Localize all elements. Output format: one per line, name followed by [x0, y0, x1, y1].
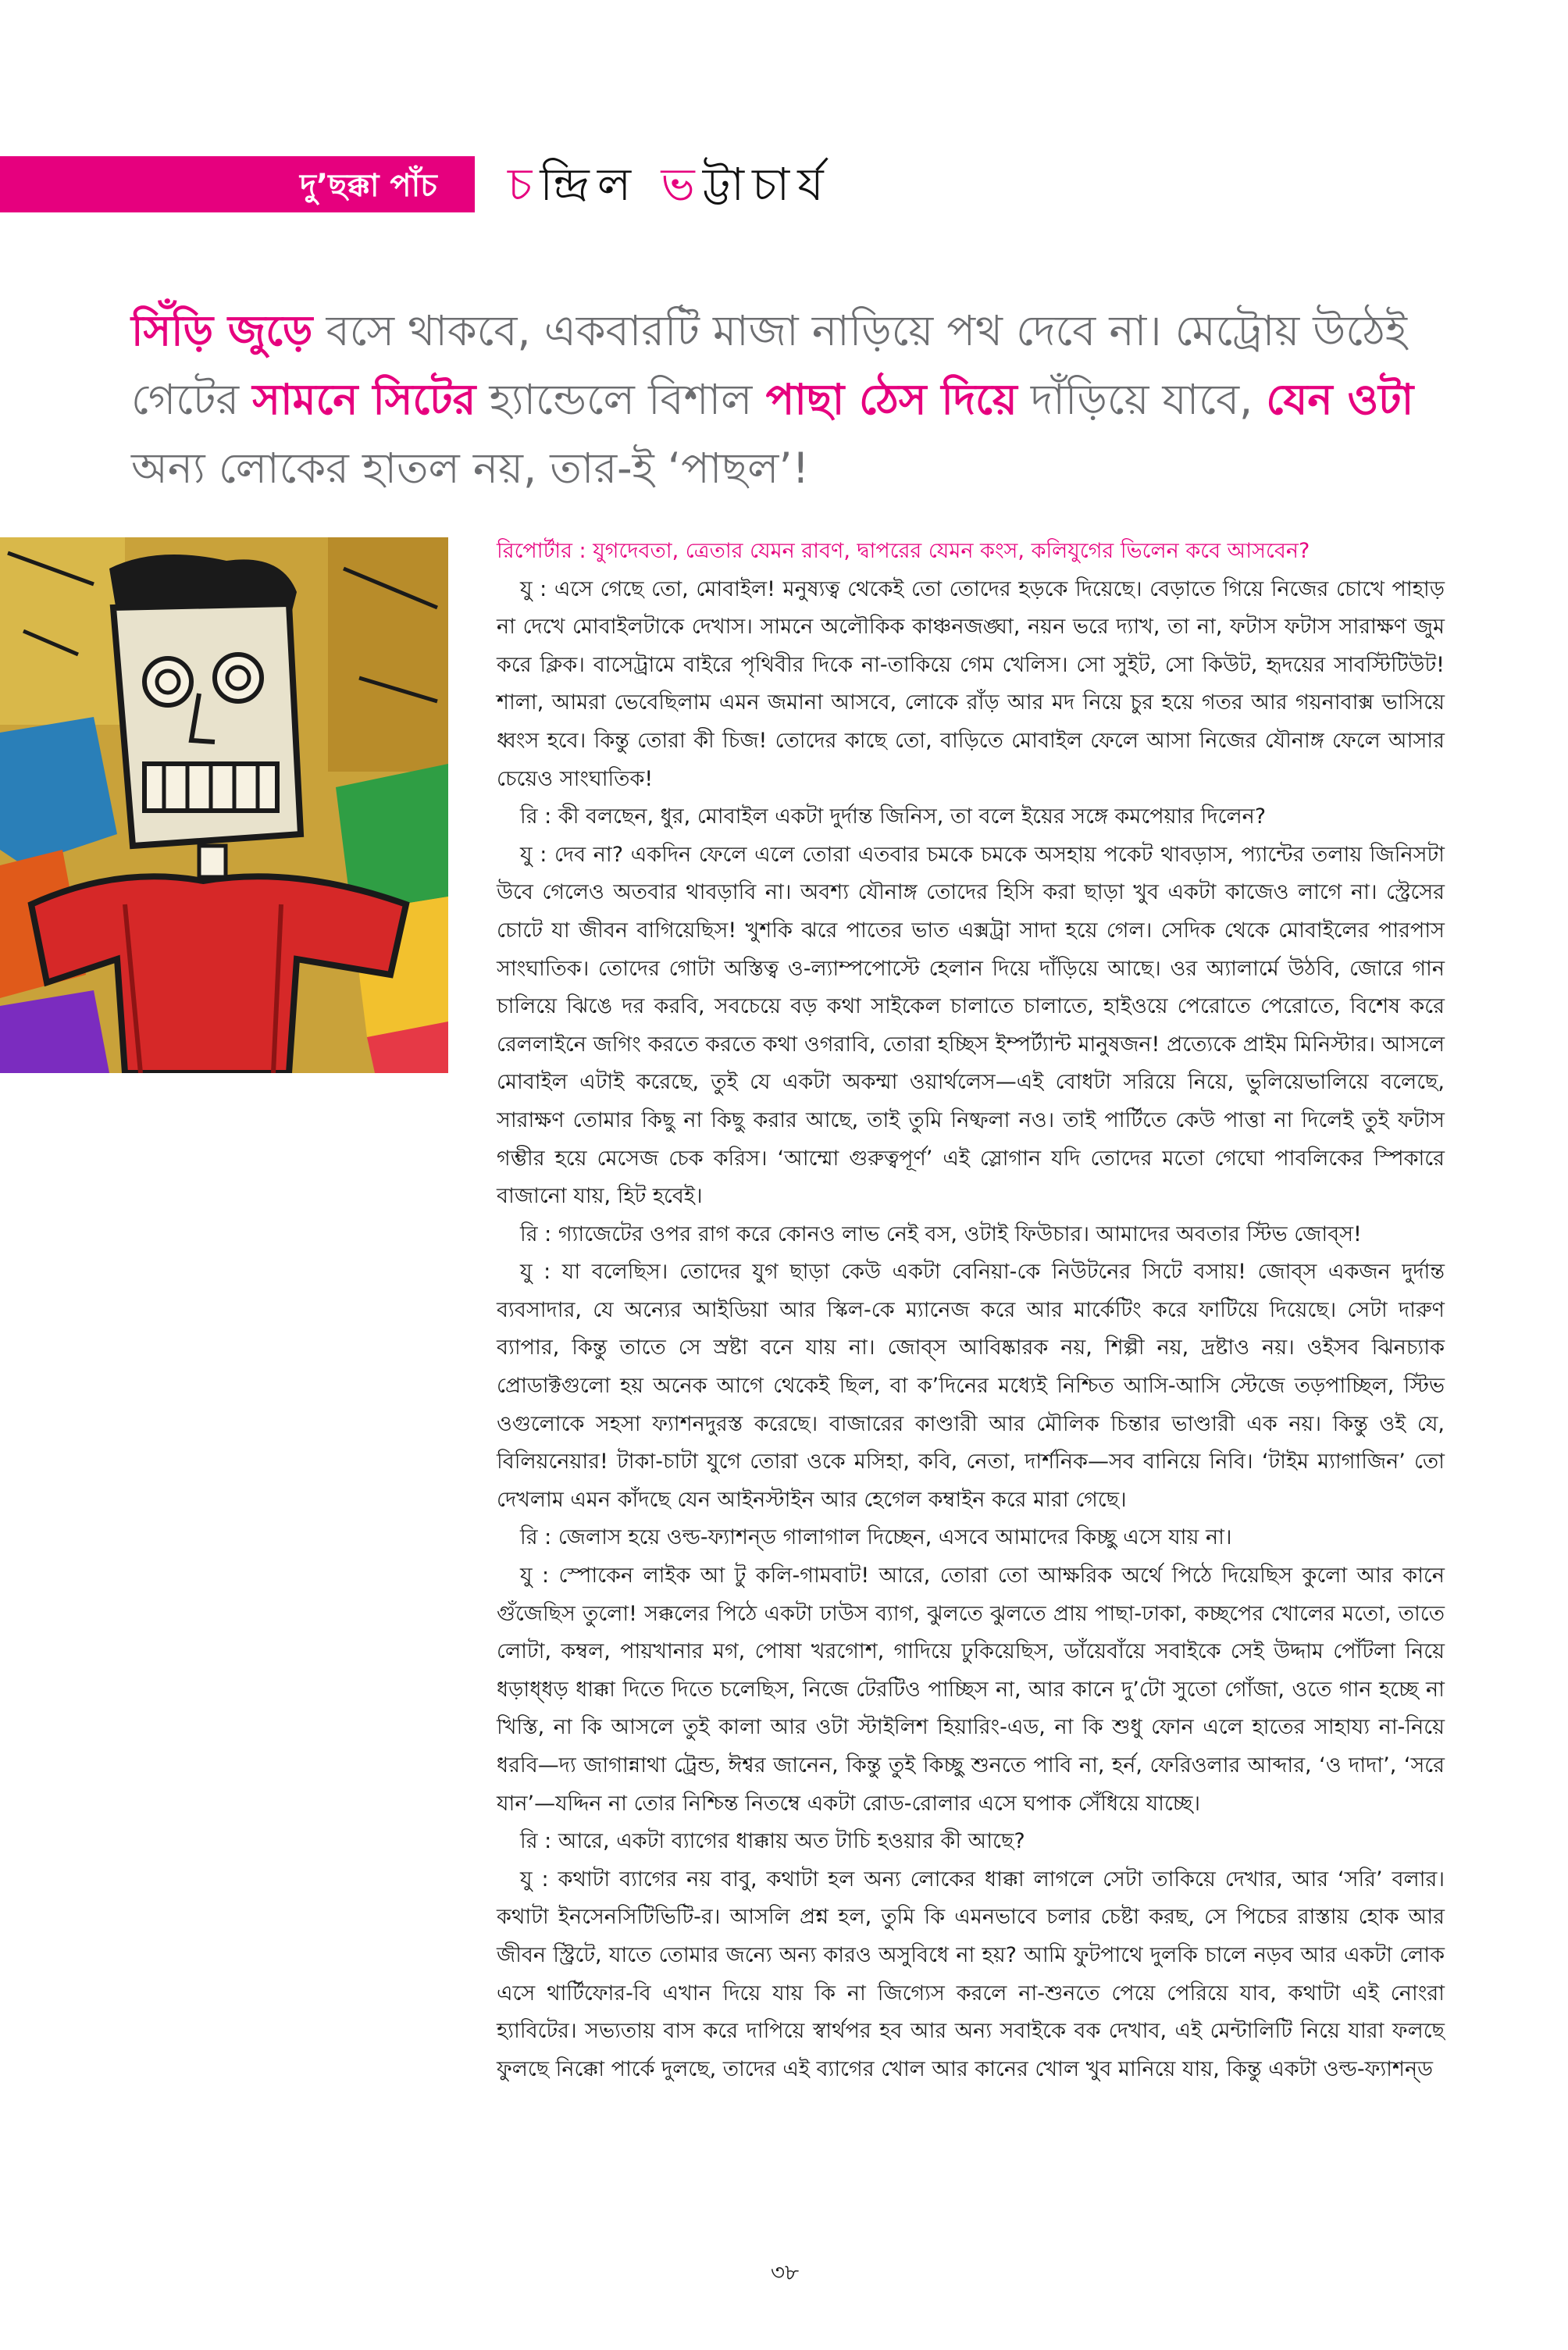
author-last-rest: ট্টাচার্য	[702, 158, 832, 211]
article-paragraph: যু : কথাটা ব্যাগের নয় বাবু, কথাটা হল অন্য লোকের ধাক্কা লাগলে সেটা তাকিয়ে দেখার, আর ‘সরি’ বলার। কথাটা ইনসেনসিটিভিটি-র। আসলি প্রশ্ন হল, তুমি কি এমনভাবে চলার চেষ্টা করছ, সে পিচের রাস্তায় হোক আর জীবন স্ট্রিটে, যাতে তোমার জন্যে অন্য কারও অসুবিধে না হয়? আমি ফুটপাথে দুলকি চালে নড়ব আর একটা লোক এসে থার্টিফোর-বি এখান দিয়ে যায় কি না জিগ্যেস করলে না-শুনতে পেয়ে পেরিয়ে যাব, কথাটা এই নোংরা হ্যাবিটের। সভ্যতায় বাস করে দাপিয়ে স্বার্থপর হব আর অন্য সবাইকে বক দেখাব, এই মেন্টালিটি নিয়ে যারা ফলছে ফুলছে নিক্কো পার্কে দুলছে, তাদের এই ব্যাগের খোল আর কানের খোল খুব মানিয়ে যায়, কিন্তু একটা ওল্ড-ফ্যাশন্‌ড	[497, 1867, 1445, 2081]
article-paragraph: রি : গ্যাজেটের ওপর রাগ করে কোনও লাভ নেই বস, ওটাই ফিউচার। আমাদের অবতার স্টিভ জোব্‌স!	[520, 1221, 1362, 1246]
author-first-initial: চ	[508, 158, 540, 211]
article-paragraph: রি : জেলাস হয়ে ওল্ড-ফ্যাশন্‌ড গালাগাল দিচ্ছেন, এসবে আমাদের কিচ্ছু এসে যায় না।	[520, 1525, 1232, 1550]
pull-quote-highlight: পাছা ঠেস দিয়ে	[765, 375, 1017, 424]
page-number: ৩৮	[770, 2259, 800, 2285]
pull-quote-highlight: সিঁড়ি জুড়ে	[131, 306, 313, 355]
reporter-question: রিপোর্টার : যুগদেবতা, ত্রেতার যেমন রাবণ, দ্বাপরের যেমন কংস, কলিযুগের ভিলেন কবে আসবেন?	[497, 539, 1310, 563]
article-paragraph: যু : এসে গেছে তো, মোবাইল! মনুষ্যত্ব থেকেই তো তোদের হড়কে দিয়েছে। বেড়াতে গিয়ে নিজের চোখে পাহাড় না দেখে মোবাইলটাকে দেখাস। সামনে অলৌকিক কাঞ্চনজঙ্ঘা, নয়ন ভরে দ্যাখ, তা না, ফটাস ফটাস সারাক্ষণ জুম করে ক্লিক। বাসেট্রামে বাইরে পৃথিবীর দিকে না-তাকিয়ে গেম খেলিস। সো সুইট, সো কিউট, হৃদয়ের সাবস্টিটিউট! শালা, আমরা ভেবেছিলাম এমন জমানা আসবে, লোকে রাঁড় আর মদ নিয়ে চুর হয়ে গতর আর গয়নাবাক্স ভাসিয়ে ধ্বংস হবে। কিন্তু তোরা কী চিজ! তোদের কাছে তো, বাড়িতে মোবাইল ফেলে আসা নিজের যৌনাঙ্গ ফেলে আসার চেয়েও সাংঘাতিক!	[497, 576, 1445, 791]
author-first-rest: ন্দ্রিল	[540, 158, 640, 211]
pull-quote-highlight: যেন ওটা	[1266, 375, 1414, 424]
article-paragraph: রি : আরে, একটা ব্যাগের ধাক্কায় অত টাচি হওয়ার কী আছে?	[520, 1829, 1025, 1854]
section-label: দু’ছক্কা পাঁচ	[300, 168, 437, 204]
graffiti-robot-image	[0, 537, 448, 1073]
pull-quote-text: হ্যান্ডেলে বিশাল	[476, 375, 766, 424]
pull-quote	[131, 297, 1427, 503]
pull-quote-text: দাঁড়িয়ে যাবে,	[1017, 375, 1267, 424]
pull-quote-text: অন্য লোকের হাতল নয়, তার-ই ‘পাছল’!	[131, 444, 810, 493]
article-paragraph: রি : কী বলছেন, ধুর, মোবাইল একটা দুর্দান্ত জিনিস, তা বলে ইয়ের সঙ্গে কমপেয়ার দিলেন?	[520, 804, 1267, 829]
article-paragraph: যু : স্পোকেন লাইক আ টু কলি-গামবাট! আরে, তোরা তো আক্ষরিক অর্থে পিঠে দিয়েছিস কুলো আর কানে গুঁজেছিস তুলো! সক্কলের পিঠে একটা ঢাউস ব্যাগ, ঝুলতে ঝুলতে প্রায় পাছা-ঢাকা, কচ্ছপের খোলের মতো, তাতে লোটা, কম্বল, পায়খানার মগ, পোষা খরগোশ, গাদিয়ে ঢুকিয়েছিস, ডাঁয়েবাঁয়ে সবাইকে সেই উদ্দাম পোঁটলা নিয়ে ধড়াধ্ধড় ধাক্কা দিতে দিতে চলেছিস, নিজে টেরটিও পাচ্ছিস না, আর কানে দু’টো সুতো গোঁজা, ওতে গান হচ্ছে না খিস্তি, না কি আসলে তুই কালা আর ওটা স্টাইলিশ হিয়ারিং-এড, না কি শুধু ফোন এলে হাতের সাহায্য না-নিয়ে ধরবি—দ্য জাগান্নাথা ট্রেন্ড, ঈশ্বর জানেন, কিন্তু তুই কিচ্ছু শুনতে পাবি না, হর্ন, ফেরিওলার আব্দার, ‘ও দাদা’, ‘সরে যান’—যদ্দিন না তোর নিশ্চিন্ত নিতম্বে একটা রোড-রোলার এসে ঘপাক সেঁধিয়ে যাচ্ছে।	[497, 1564, 1445, 1816]
graffiti-illustration	[0, 537, 448, 1073]
article-body	[497, 533, 1445, 2088]
author-last-initial: ভ	[661, 158, 703, 211]
article-paragraph: যু : দেব না? একদিন ফেলে এলে তোরা এতবার চমকে চমকে অসহায় পকেট থাবড়াস, প্যান্টের তলায় জিনিসটা উবে গেলেও অতবার থাবড়াবি না। অবশ্য যৌনাঙ্গ তোদের হিসি করা ছাড়া খুব একটা কাজেও লাগে না। স্ট্রেসের চোটে যা জীবন বাগিয়েছিস! খুশকি ঝরে পাতের ভাত এক্সট্রা সাদা হয়ে গেল। সেদিক থেকে মোবাইলের পারপাস সাংঘাতিক। তোদের গোটা অস্তিত্ব ও-ল্যাম্পপোস্টে হেলান দিয়ে দাঁড়িয়ে আছে। ওর অ্যালার্মে উঠবি, জোরে গান চালিয়ে ঝিঙে দর করবি, সবচেয়ে বড় কথা সাইকেল চালাতে চালাতে, হাইওয়ে পেরোতে পেরোতে, বিশেষ করে রেললাইনে জগিং করতে করতে কথা ওগরাবি, তোরা হচ্ছিস ইম্পর্ট্যান্ট মানুষজন! প্রত্যেকে প্রাইম মিনিস্টার। আসলে মোবাইল এটাই করেছে, তুই যে একটা অকম্মা ওয়ার্থলেস—এই বোধটা সরিয়ে নিয়ে, ভুলিয়েভালিয়ে বলেছে, সারাক্ষণ তোমার কিছু না কিছু করার আছে, তাই তুমি নিষ্ফলা নও। তাই পার্টিতে কেউ পাত্তা না দিলেই তুই ফটাস গম্ভীর হয়ে মেসেজ চেক করিস। ‘আম্মো গুরুত্বপূর্ণ’ এই স্লোগান যদি তোদের মতো গেঘো পাবলিকের স্পিকারে বাজানো যায়, হিট হবেই।	[497, 842, 1445, 1209]
pull-quote-text: বসে থাকবে, একবারটি মাজা নাড়িয়ে পথ দেবে না। মেট্রোয় উঠেই গেটের	[131, 306, 1408, 424]
article-paragraph: যু : যা বলেছিস। তোদের যুগ ছাড়া কেউ একটা বেনিয়া-কে নিউটনের সিটে বসায়! জোব্‌স একজন দুর্দান্ত ব্যবসাদার, যে অন্যের আইডিয়া আর স্কিল-কে ম্যানেজ করে আর মার্কেটিং করে ফাটিয়ে দিয়েছে। সেটা দারুণ ব্যাপার, কিন্তু তাতে সে স্রষ্টা বনে যায় না। জোব্‌স আবিষ্কারক নয়, শিল্পী নয়, দ্রষ্টাও নয়। ওইসব ঝিনচ্যাক প্রোডাক্টগুলো হয় অনেক আগে থেকেই ছিল, বা ক’দিনের মধ্যেই নিশ্চিত আসি-আসি স্টেজে তড়পাচ্ছিল, স্টিভ ওগুলোকে সহসা ফ্যাশনদুরস্ত করেছে। বাজারের কাণ্ডারী আর মৌলিক চিন্তার ভাণ্ডারী এক নয়। কিন্তু ওই যে, বিলিয়নেয়ার! টাকা-চাটা যুগে তোরা ওকে মসিহা, কবি, নেতা, দার্শনিক—সব বানিয়ে নিবি। ‘টাইম ম্যাগাজিন’ তো দেখলাম এমন কাঁদছে যেন আইনস্টাইন আর হেগেল কম্বাইন করে মারা গেছে।	[497, 1260, 1445, 1512]
author-name	[508, 155, 832, 214]
pull-quote-highlight: সামনে সিটের	[252, 375, 476, 424]
